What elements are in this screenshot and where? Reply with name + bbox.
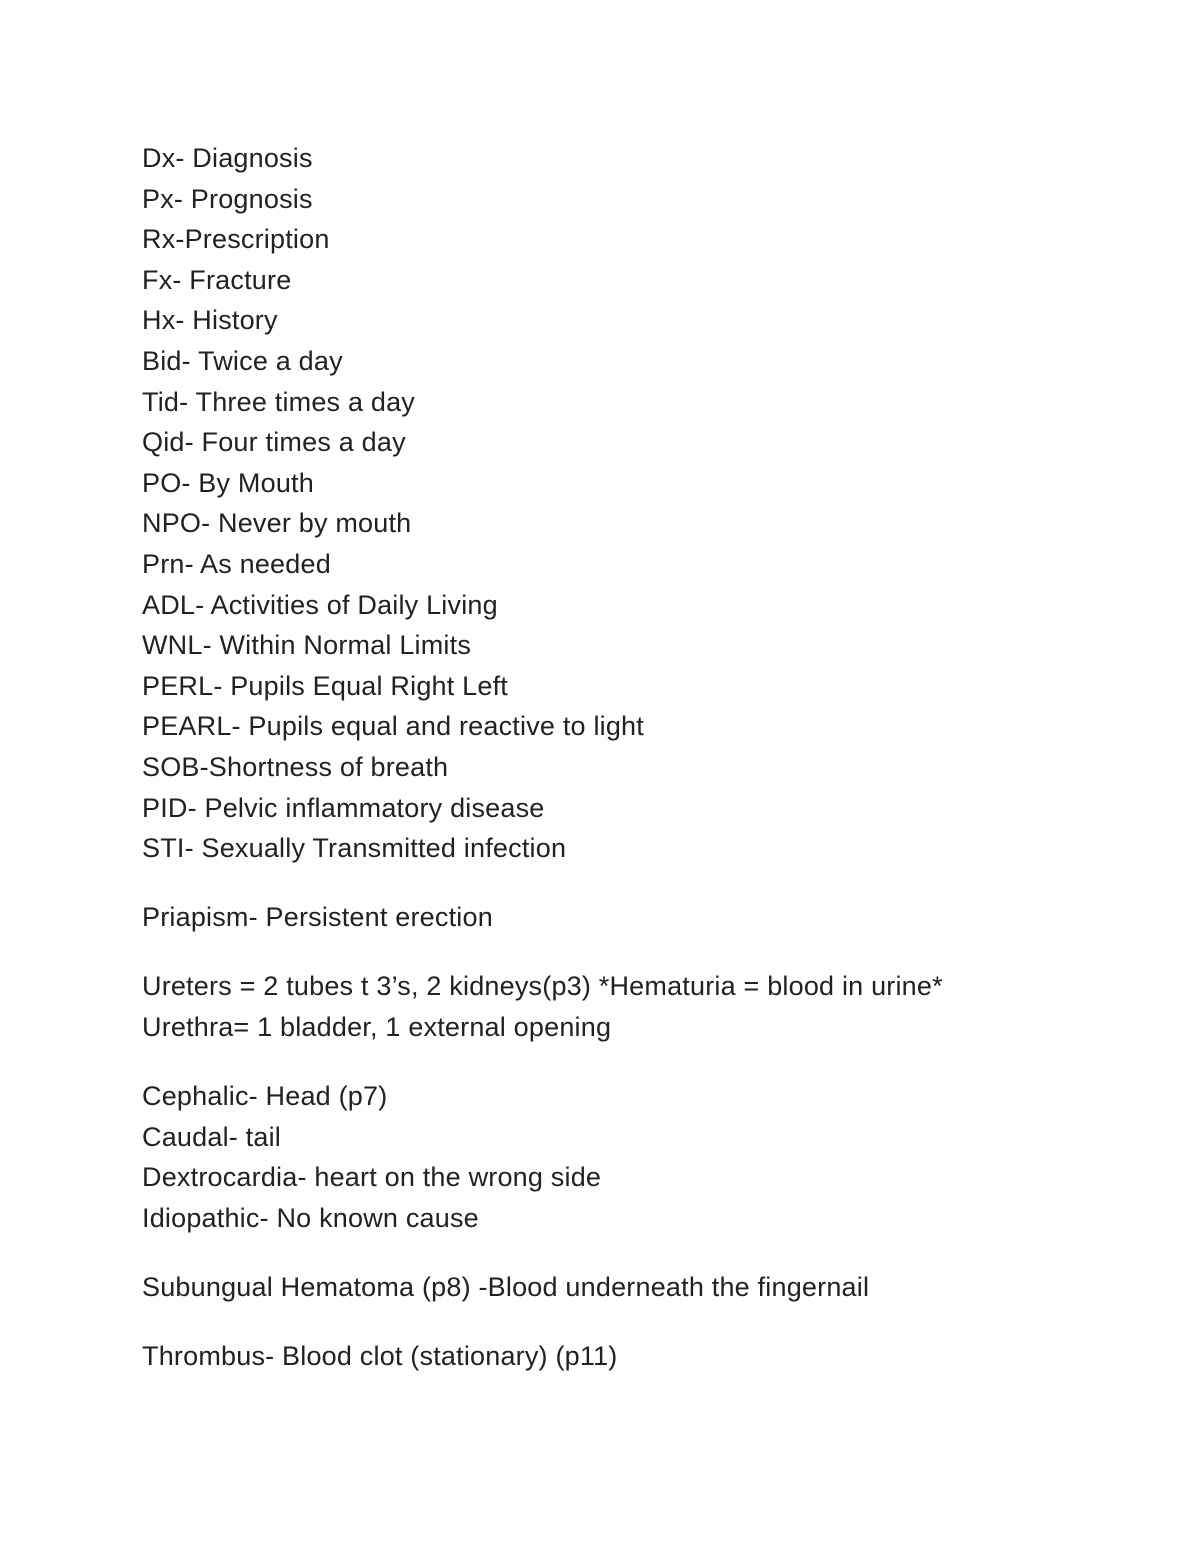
abbreviation-line: ADL- Activities of Daily Living — [142, 589, 498, 620]
definition-line: Caudal- tail — [142, 1121, 281, 1152]
definition-line: Dextrocardia- heart on the wrong side — [142, 1162, 602, 1193]
abbreviation-line: PID- Pelvic inflammatory disease — [142, 792, 545, 823]
definition-line: Priapism- Persistent erection — [142, 902, 493, 933]
abbreviation-line: Bid- Twice a day — [142, 345, 343, 376]
priapism-paragraph — [142, 897, 1142, 938]
definition-line: Idiopathic- No known cause — [142, 1202, 479, 1233]
definition-line: Subungual Hematoma (p8) -Blood underneath the fingernail — [142, 1271, 870, 1302]
paragraph-spacer — [142, 1047, 1142, 1076]
abbreviation-line: Prn- As needed — [142, 548, 331, 579]
abbreviation-line: SOB-Shortness of breath — [142, 751, 449, 782]
abbreviation-line: Qid- Four times a day — [142, 427, 406, 458]
abbreviation-line: Hx- History — [142, 305, 278, 336]
paragraph-spacer — [142, 1307, 1142, 1336]
abbreviation-line: PEARL- Pupils equal and reactive to light — [142, 711, 644, 742]
abbreviation-line: WNL- Within Normal Limits — [142, 630, 472, 661]
urinary-paragraph — [142, 966, 1142, 1047]
abbreviation-line: STI- Sexually Transmitted infection — [142, 833, 567, 864]
abbreviation-line: PO- By Mouth — [142, 467, 314, 498]
directional-terms-paragraph — [142, 1076, 1142, 1238]
abbreviation-line: NPO- Never by mouth — [142, 508, 412, 539]
abbreviation-line: Fx- Fracture — [142, 264, 292, 295]
abbreviation-line: PERL- Pupils Equal Right Left — [142, 670, 508, 701]
definition-line: Urethra= 1 bladder, 1 external opening — [142, 1011, 612, 1042]
abbreviation-line: Tid- Three times a day — [142, 386, 416, 417]
definition-line: Thrombus- Blood clot (stationary) (p11) — [142, 1340, 618, 1371]
definition-line: Ureters = 2 tubes t 3’s, 2 kidneys(p3) *Hematuria = blood in urine* — [142, 971, 943, 1002]
paragraph-spacer — [142, 1238, 1142, 1267]
abbreviation-line: Px- Prognosis — [142, 183, 313, 214]
paragraph-spacer — [142, 869, 1142, 898]
abbreviation-line: Dx- Diagnosis — [142, 143, 313, 173]
abbreviation-list — [142, 138, 1142, 869]
paragraph-spacer — [142, 938, 1142, 967]
definition-line: Cephalic- Head (p7) — [142, 1080, 388, 1111]
abbreviation-line: Rx-Prescription — [142, 224, 330, 255]
subungual-paragraph — [142, 1267, 1142, 1308]
document-page — [142, 138, 1142, 1377]
thrombus-paragraph — [142, 1336, 1142, 1377]
